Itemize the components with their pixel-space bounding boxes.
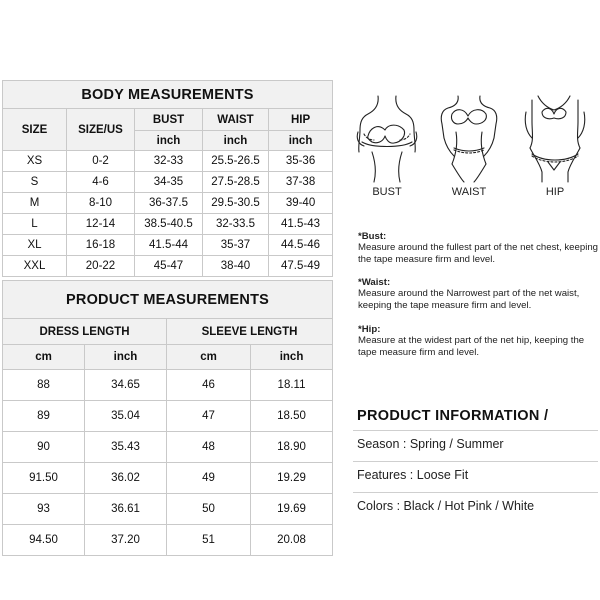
table-row xyxy=(3,432,333,463)
waist-figure xyxy=(434,92,504,210)
cell-dress-cm: 91.50 xyxy=(3,463,85,494)
cell-dress-inch: 36.61 xyxy=(85,494,167,525)
cell-waist: 38-40 xyxy=(203,256,269,277)
cell-dress-cm: 90 xyxy=(3,432,85,463)
header-waist: WAIST xyxy=(203,109,269,131)
cell-waist: 27.5-28.5 xyxy=(203,172,269,193)
cell-sleeve-inch: 20.08 xyxy=(251,525,333,556)
bust-note xyxy=(358,231,598,265)
cell-size-us: 12-14 xyxy=(67,214,135,235)
divider xyxy=(353,492,598,493)
cell-sleeve-inch: 19.29 xyxy=(251,463,333,494)
cell-sleeve-cm: 47 xyxy=(167,401,251,432)
header-dress-length: DRESS LENGTH xyxy=(3,319,167,345)
waist-note-text: Measure around the Narrowest part of the net waist, keeping the tape measure firm and level. xyxy=(358,288,580,311)
table-row xyxy=(3,193,333,214)
cell-sleeve-inch: 18.50 xyxy=(251,401,333,432)
cell-dress-inch: 35.43 xyxy=(85,432,167,463)
cell-dress-inch: 34.65 xyxy=(85,370,167,401)
cell-size-us: 0-2 xyxy=(67,151,135,172)
table-row xyxy=(3,172,333,193)
table-row xyxy=(3,256,333,277)
cell-size-us: 20-22 xyxy=(67,256,135,277)
table-row xyxy=(3,401,333,432)
cell-hip: 35-36 xyxy=(269,151,333,172)
cell-sleeve-inch: 18.90 xyxy=(251,432,333,463)
divider xyxy=(353,461,598,462)
bust-note-text: Measure around the fullest part of the net chest, keeping the tape measure firm and level. xyxy=(358,242,598,265)
bust-label: BUST xyxy=(372,186,402,198)
cell-dress-inch: 36.02 xyxy=(85,463,167,494)
cell-sleeve-inch: 18.11 xyxy=(251,370,333,401)
cell-hip: 37-38 xyxy=(269,172,333,193)
hip-note xyxy=(358,324,598,358)
table-row xyxy=(3,235,333,256)
unit-sleeve-inch: inch xyxy=(251,345,333,370)
cell-size: M xyxy=(3,193,67,214)
waist-note-title: *Waist: xyxy=(358,277,391,288)
body-measurements-title: BODY MEASUREMENTS xyxy=(3,81,333,109)
cell-sleeve-cm: 46 xyxy=(167,370,251,401)
waist-measurement-icon xyxy=(434,92,504,184)
cell-waist: 32-33.5 xyxy=(203,214,269,235)
bust-figure xyxy=(352,92,422,210)
waist-note xyxy=(358,277,598,311)
cell-hip: 47.5-49 xyxy=(269,256,333,277)
cell-bust: 41.5-44 xyxy=(135,235,203,256)
table-row xyxy=(3,370,333,401)
cell-size-us: 4-6 xyxy=(67,172,135,193)
season-text: Season : Spring / Summer xyxy=(357,437,504,451)
bust-measurement-icon xyxy=(352,92,422,184)
cell-size-us: 8-10 xyxy=(67,193,135,214)
product-measurements-title: PRODUCT MEASUREMENTS xyxy=(3,281,333,319)
table-row xyxy=(3,494,333,525)
unit-waist: inch xyxy=(203,131,269,151)
header-bust: BUST xyxy=(135,109,203,131)
measurement-figures xyxy=(352,92,600,210)
cell-sleeve-cm: 49 xyxy=(167,463,251,494)
hip-note-text: Measure at the widest part of the net hip, keeping the tape measure firm and level. xyxy=(358,335,585,358)
header-size-us: SIZE/US xyxy=(67,109,135,151)
unit-dress-inch: inch xyxy=(85,345,167,370)
cell-size: XS xyxy=(3,151,67,172)
cell-dress-inch: 35.04 xyxy=(85,401,167,432)
hip-figure xyxy=(520,92,590,210)
cell-sleeve-cm: 48 xyxy=(167,432,251,463)
cell-sleeve-cm: 50 xyxy=(167,494,251,525)
cell-sleeve-cm: 51 xyxy=(167,525,251,556)
table-row xyxy=(3,151,333,172)
cell-waist: 35-37 xyxy=(203,235,269,256)
cell-dress-cm: 94.50 xyxy=(3,525,85,556)
table-row xyxy=(3,463,333,494)
cell-dress-cm: 93 xyxy=(3,494,85,525)
cell-sleeve-inch: 19.69 xyxy=(251,494,333,525)
cell-size: S xyxy=(3,172,67,193)
body-measurements-table xyxy=(2,80,333,277)
cell-waist: 25.5-26.5 xyxy=(203,151,269,172)
cell-bust: 45-47 xyxy=(135,256,203,277)
cell-dress-cm: 88 xyxy=(3,370,85,401)
cell-size: L xyxy=(3,214,67,235)
divider xyxy=(353,430,598,431)
cell-size: XXL xyxy=(3,256,67,277)
table-row xyxy=(3,525,333,556)
unit-sleeve-cm: cm xyxy=(167,345,251,370)
cell-bust: 34-35 xyxy=(135,172,203,193)
table-row xyxy=(3,214,333,235)
header-sleeve-length: SLEEVE LENGTH xyxy=(167,319,333,345)
bust-note-title: *Bust: xyxy=(358,231,387,242)
unit-bust: inch xyxy=(135,131,203,151)
cell-bust: 32-33 xyxy=(135,151,203,172)
header-size: SIZE xyxy=(3,109,67,151)
unit-dress-cm: cm xyxy=(3,345,85,370)
hip-label: HIP xyxy=(545,186,565,198)
product-measurements-table xyxy=(2,280,333,556)
unit-hip: inch xyxy=(269,131,333,151)
cell-dress-cm: 89 xyxy=(3,401,85,432)
features-text: Features : Loose Fit xyxy=(357,468,469,482)
hip-note-title: *Hip: xyxy=(358,324,381,335)
cell-hip: 44.5-46 xyxy=(269,235,333,256)
cell-size: XL xyxy=(3,235,67,256)
hip-measurement-icon xyxy=(520,92,590,184)
cell-hip: 41.5-43 xyxy=(269,214,333,235)
cell-hip: 39-40 xyxy=(269,193,333,214)
cell-bust: 38.5-40.5 xyxy=(135,214,203,235)
cell-bust: 36-37.5 xyxy=(135,193,203,214)
product-info-title: PRODUCT INFORMATION / xyxy=(357,408,549,424)
cell-dress-inch: 37.20 xyxy=(85,525,167,556)
waist-label: WAIST xyxy=(451,186,487,198)
cell-waist: 29.5-30.5 xyxy=(203,193,269,214)
header-hip: HIP xyxy=(269,109,333,131)
colors-text: Colors : Black / Hot Pink / White xyxy=(357,499,535,513)
cell-size-us: 16-18 xyxy=(67,235,135,256)
